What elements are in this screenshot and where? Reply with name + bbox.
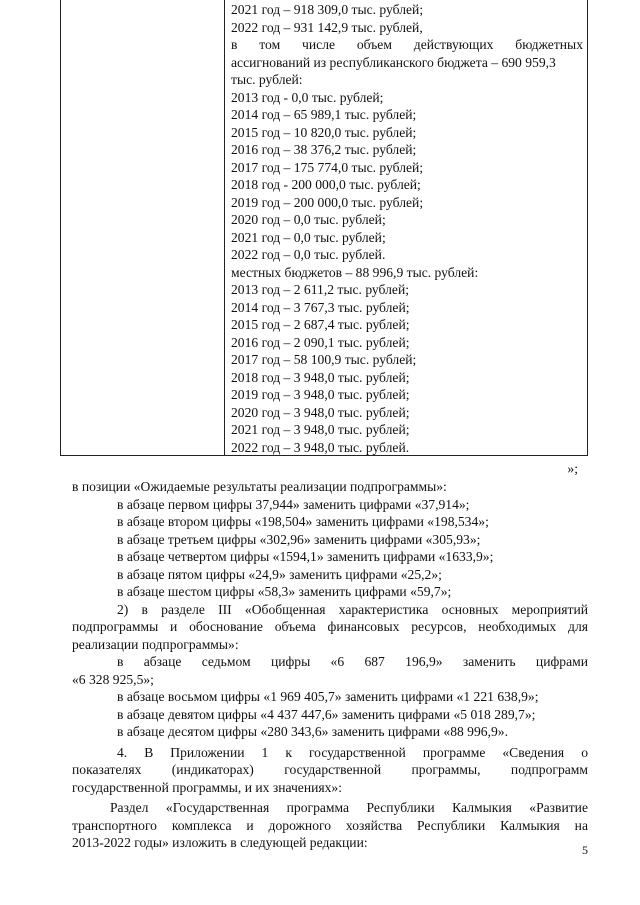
razdel-paragraph-line: Раздел «Государственная программа Республики Калмыкия «Развитие: [110, 800, 588, 815]
section3-paragraph-line: 2) в разделе III «Обобщенная характеристика основных мероприятий: [117, 601, 588, 617]
amendment-item: в абзаце восьмом цифры «1 969 405,7» заменить цифрами «1 221 638,9»;: [117, 689, 539, 704]
table-line: 2017 год – 58 100,9 тыс. рублей;: [231, 352, 417, 367]
amendment-item: в абзаце седьмом цифры «6 687 196,9» заменить цифрами: [117, 654, 588, 669]
document-body: [72, 478, 588, 852]
closing-quote: »;: [567, 461, 578, 476]
section3-paragraph-line: подпрограммы и обоснование объема финансовых ресурсов, необходимых для: [72, 619, 588, 634]
table-line: местных бюджетов – 88 996,9 тыс. рублей:: [231, 264, 479, 280]
table-line: 2021 год – 0,0 тыс. рублей;: [231, 229, 386, 245]
table-line: 2019 год – 200 000,0 тыс. рублей;: [231, 194, 424, 210]
table-line: 2014 год – 65 989,1 тыс. рублей;: [231, 107, 417, 122]
table-line: 2021 год – 918 309,0 тыс. рублей;: [231, 2, 424, 17]
amendment-item: в абзаце девятом цифры «4 437 447,6» заменить цифрами «5 018 289,7»;: [117, 706, 536, 722]
amendment-item: в абзаце первом цифры 37,944» заменить цифрами «37,914»;: [117, 496, 470, 512]
table-line: ассигнований из республиканского бюджета – 690 959,3: [231, 54, 556, 70]
table-line: 2016 год – 2 090,1 тыс. рублей;: [231, 334, 410, 350]
table-line: 2015 год – 10 820,0 тыс. рублей;: [231, 124, 417, 140]
amendment-item: в абзаце четвертом цифры «1594,1» заменить цифрами «1633,9»;: [117, 549, 494, 564]
results-heading: в позиции «Ожидаемые результаты реализации подпрограммы»:: [72, 479, 447, 494]
amendment-item: в абзаце втором цифры «198,504» заменить цифрами «198,534»;: [117, 514, 489, 529]
amendment-item: в абзаце десятом цифры «280 343,6» заменить цифрами «88 996,9».: [117, 724, 508, 739]
table-column-divider: [224, 0, 225, 455]
table-line: 2014 год – 3 767,3 тыс. рублей;: [231, 299, 410, 315]
table-line: 2022 год – 0,0 тыс. рублей.: [231, 247, 386, 262]
table-line: 2019 год – 3 948,0 тыс. рублей;: [231, 387, 410, 402]
appendix-paragraph-line: государственной программы, и их значениях»:: [72, 779, 343, 795]
table-line: 2013 год – 2 611,2 тыс. рублей;: [231, 282, 409, 297]
amendment-item-continuation: «6 328 925,5»;: [72, 671, 154, 687]
table-line: 2022 год – 3 948,0 тыс. рублей.: [231, 439, 410, 455]
section3-paragraph-line: реализации подпрограммы»:: [72, 636, 239, 652]
table-line: 2015 год – 2 687,4 тыс. рублей;: [231, 317, 410, 332]
table-line: 2020 год – 0,0 тыс. рублей;: [231, 212, 386, 227]
razdel-paragraph-line: 2013-2022 годы» изложить в следующей редакции:: [72, 835, 368, 850]
table-line: 2017 год – 175 774,0 тыс. рублей;: [231, 159, 424, 175]
table-line: 2020 год – 3 948,0 тыс. рублей;: [231, 404, 410, 420]
amendment-item: в абзаце пятом цифры «24,9» заменить цифрами «25,2»;: [117, 566, 442, 582]
table-line: тыс. рублей:: [231, 72, 303, 87]
table-line: 2018 год - 200 000,0 тыс. рублей;: [231, 177, 421, 192]
financing-table: [60, 0, 588, 456]
table-line: 2021 год – 3 948,0 тыс. рублей;: [231, 422, 410, 437]
table-line: 2013 год - 0,0 тыс. рублей;: [231, 89, 384, 105]
table-line: 2022 год – 931 142,9 тыс. рублей,: [231, 19, 423, 35]
table-line: в том числе объем действующих бюджетных: [231, 37, 583, 52]
page-number: 5: [582, 843, 588, 857]
appendix-paragraph-line: 4. В Приложении 1 к государственной программе «Сведения о: [117, 744, 588, 760]
table-right-cell: [231, 1, 583, 456]
amendment-item: в абзаце шестом цифры «58,3» заменить цифрами «59,7»;: [117, 584, 452, 599]
amendment-item: в абзаце третьем цифры «302,96» заменить цифрами «305,93»;: [117, 531, 481, 547]
razdel-paragraph-line: транспортного комплекса и дорожного хозяйства Республики Калмыкия на: [72, 817, 588, 833]
table-line: 2016 год – 38 376,2 тыс. рублей;: [231, 142, 417, 157]
appendix-paragraph-line: показателях (индикаторах) государственной программы, подпрограмм: [72, 762, 588, 777]
table-line: 2018 год – 3 948,0 тыс. рублей;: [231, 369, 410, 385]
